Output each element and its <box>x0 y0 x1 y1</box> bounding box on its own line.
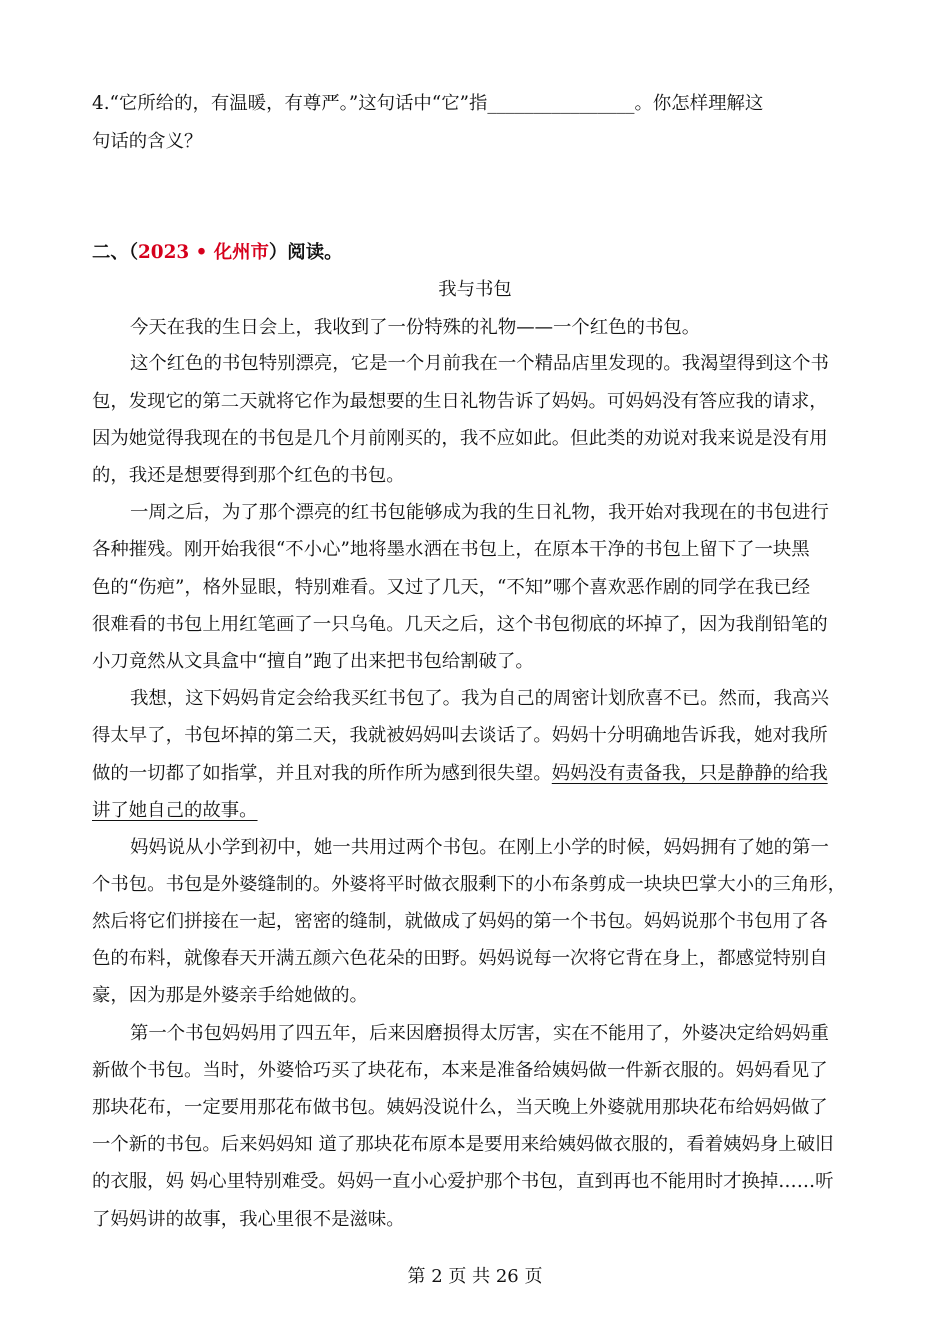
page-footer: 第 2 页 共 26 页 <box>407 1266 543 1287</box>
paragraph-line <box>92 762 862 786</box>
paragraph-line: 包，发现它的第二天就将它作为最想要的生日礼物告诉了妈妈。可妈妈没有答应我的请求， <box>92 391 828 412</box>
paragraph-line: 色的“伤疤”，格外显眼，特别难看。又过了几天，“不知”哪个喜欢恶作剧的同学在我已经 <box>92 577 811 598</box>
paragraph-line: 个书包。书包是外婆缝制的。外婆将平时做衣服剩下的小布条剪成一块块巴掌大小的三角形， <box>92 874 847 895</box>
question-4-line-1: 4.“它所给的，有温暖，有尊严。”这句话中“它”指________________。你怎样理解这 <box>92 93 764 114</box>
paragraph-line: 一周之后，为了那个漂亮的红书包能够成为我的生日礼物，我开始对我现在的书包进行 <box>130 502 829 523</box>
paragraph-line: 妈妈说从小学到初中，她一共用过两个书包。在刚上小学的时候，妈妈拥有了她的第一 <box>130 837 829 858</box>
paragraph-line: 新做个书包。当时，外婆恰巧买了块花布，本来是准备给姨妈做一件新衣服的。妈妈看见了 <box>92 1060 828 1081</box>
paragraph-line: 了妈妈讲的故事，我心里很不是滋味。 <box>92 1209 405 1230</box>
paragraph-line: 很难看的书包上用红笔画了一只乌龟。几天之后，这个书包彻底的坏掉了，因为我削铅笔的 <box>92 614 828 635</box>
paragraph-text: 做的一切都了如指掌，并且对我的所作所为感到很失望。 <box>92 763 552 784</box>
paragraph-line: 然后将它们拼接在一起，密密的缝制，就做成了妈妈的第一个书包。妈妈说那个书包用了各 <box>92 911 828 932</box>
paragraph-line: 的衣服，妈 妈心里特别难受。妈妈一直小心爱护那个书包，直到再也不能用时才换掉……听 <box>92 1171 834 1192</box>
paragraph-line: 色的布料，就像春天开满五颜六色花朵的田野。妈妈说每一次将它背在身上，都感觉特别自 <box>92 948 828 969</box>
paragraph-line <box>92 799 862 823</box>
section-prefix: 二、（ <box>92 242 138 263</box>
paragraph-line: 豪，因为那是外婆亲手给她做的。 <box>92 985 368 1006</box>
paragraph-line: 得太早了，书包坏掉的第二天，我就被妈妈叫去谈话了。妈妈十分明确地告诉我，她对我所 <box>92 725 828 746</box>
question-4-line-2: 句话的含义？ <box>92 131 203 152</box>
paragraph-line: 小刀竟然从文具盒中“擅自”跑了出来把书包给割破了。 <box>92 651 534 672</box>
paragraph-line: 今天在我的生日会上，我收到了一份特殊的礼物——一个红色的书包。 <box>130 317 701 338</box>
underlined-sentence-end: 讲了她自己的故事。 <box>92 800 258 821</box>
section-heading <box>92 241 862 265</box>
section-suffix: ）阅读。 <box>268 242 343 263</box>
paragraph-line: 因为她觉得我现在的书包是几个月前刚买的，我不应如此。但此类的劝说对我来说是没有用 <box>92 428 828 449</box>
paragraph-line: 各种摧残。刚开始我很“不小心”地将墨水洒在书包上，在原本干净的书包上留下了一块黑 <box>92 539 810 560</box>
paragraph-line: 那块花布，一定要用那花布做书包。姨妈没说什么，当天晚上外婆就用那块花布给妈妈做了 <box>92 1097 828 1118</box>
paragraph-line: 第一个书包妈妈用了四五年，后来因磨损得太厉害，实在不能用了，外婆决定给妈妈重 <box>130 1023 829 1044</box>
paragraph-line: 这个红色的书包特别漂亮，它是一个月前我在一个精品店里发现的。我渴望得到这个书 <box>130 353 829 374</box>
paragraph-line: 的，我还是想要得到那个红色的书包。 <box>92 465 405 486</box>
section-source: 2023 • 化州市 <box>137 242 269 263</box>
paragraph-line: 一个新的书包。后来妈妈知 道了那块花布原本是要用来给姨妈做衣服的，看着姨妈身上破旧 <box>92 1134 834 1155</box>
article-title: 我与书包 <box>438 279 512 300</box>
underlined-sentence: 妈妈没有责备我，只是静静的给我 <box>551 763 828 784</box>
paragraph-line: 我想，这下妈妈肯定会给我买红书包了。我为自己的周密计划欣喜不已。然而，我高兴 <box>130 688 829 709</box>
